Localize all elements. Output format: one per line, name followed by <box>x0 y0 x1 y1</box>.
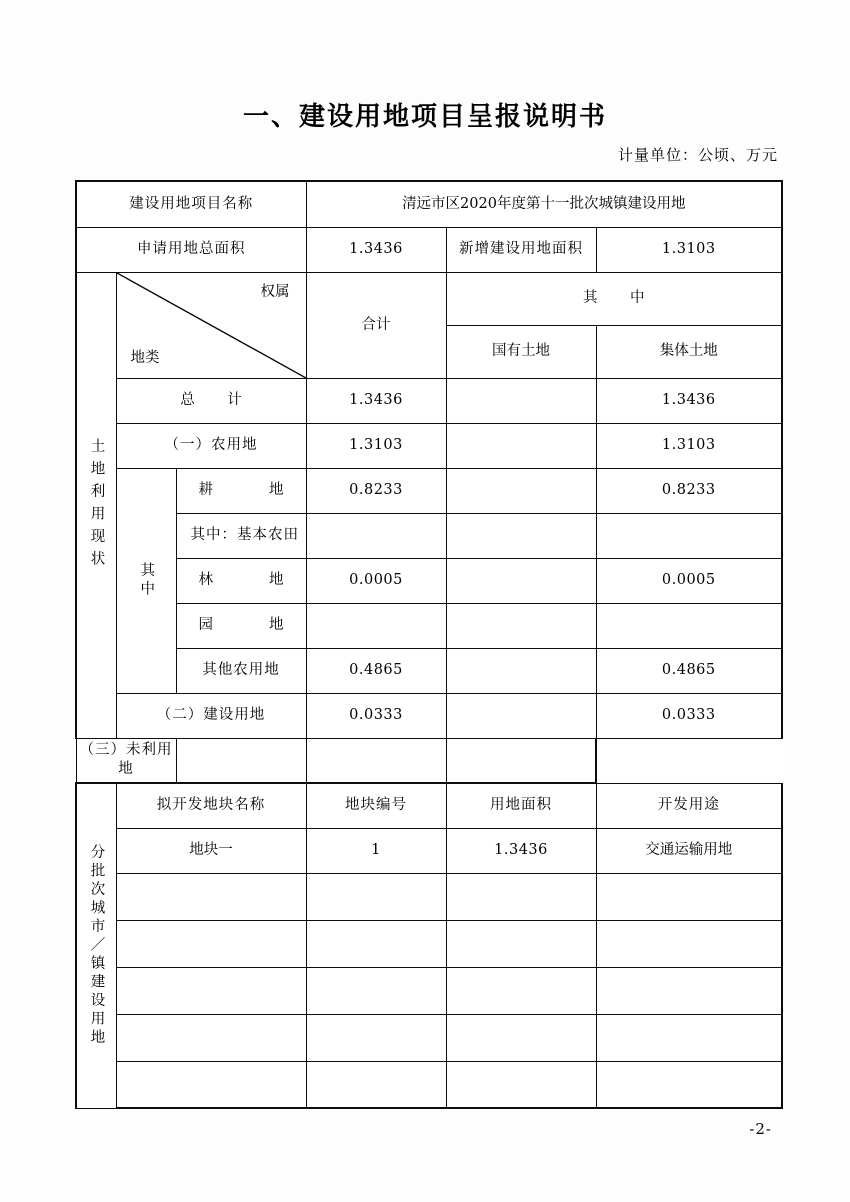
project-name-label: 建设用地项目名称 <box>76 181 306 227</box>
parcel-code: 1 <box>306 828 446 873</box>
table-row <box>76 738 782 783</box>
parcel-header-area: 用地面积 <box>446 783 596 828</box>
row-state-owned <box>446 423 596 468</box>
total-area-label: 申请用地总面积 <box>76 227 306 272</box>
row-total: 1.3436 <box>306 378 446 423</box>
row-label: 林 地 <box>176 558 306 603</box>
parcel-code <box>306 967 446 1014</box>
table-row-parcel <box>76 967 782 1014</box>
project-name-value: 清远市区2020年度第十一批次城镇建设用地 <box>306 181 782 227</box>
parcel-area <box>446 873 596 920</box>
new-construction-area-value: 1.3103 <box>596 227 782 272</box>
parcel-code <box>306 1014 446 1061</box>
row-label: （二）建设用地 <box>116 693 306 738</box>
row-total: 1.3103 <box>306 423 446 468</box>
diagonal-header-cell <box>116 272 306 378</box>
diagonal-label-ownership: 权属 <box>260 283 290 300</box>
parcel-use <box>596 920 782 967</box>
row-total <box>306 603 446 648</box>
parcel-name <box>116 1014 306 1061</box>
table-row-parcel <box>76 873 782 920</box>
row-collective <box>596 513 782 558</box>
row-state-owned <box>446 558 596 603</box>
table-row-parcel <box>76 920 782 967</box>
diagonal-label-landtype: 地类 <box>130 349 160 366</box>
column-header-total: 合计 <box>306 272 446 378</box>
parcel-use <box>596 1014 782 1061</box>
parcel-area <box>446 967 596 1014</box>
side-label-batch-construction-land-text: 分批次城市／镇建设用地 <box>88 844 105 1048</box>
column-header-group: 其 中 <box>446 272 782 325</box>
parcel-area <box>446 1014 596 1061</box>
table-row-project-name <box>76 181 782 227</box>
parcel-code <box>306 1061 446 1108</box>
row-state-owned <box>446 468 596 513</box>
row-total: 0.4865 <box>306 648 446 693</box>
row-total: 0.0333 <box>306 693 446 738</box>
table-row <box>76 378 782 423</box>
table-row-column-headers-top <box>76 272 782 325</box>
parcel-name <box>116 920 306 967</box>
row-state-owned <box>446 378 596 423</box>
parcel-header-code: 地块编号 <box>306 783 446 828</box>
row-state-owned <box>446 603 596 648</box>
column-header-state-owned: 国有土地 <box>446 325 596 378</box>
side-label-sub-group-text: 其中 <box>138 562 155 599</box>
parcel-name <box>116 1061 306 1108</box>
row-state-owned <box>446 648 596 693</box>
row-total: 0.8233 <box>306 468 446 513</box>
row-collective <box>446 738 596 783</box>
row-total: 0.0005 <box>306 558 446 603</box>
side-label-sub-group <box>116 468 176 693</box>
measurement-unit-note: 计量单位：公顷、万元 <box>617 146 778 164</box>
table-row-parcel-headers <box>76 783 782 828</box>
parcel-use <box>596 873 782 920</box>
table-row-parcel <box>76 828 782 873</box>
side-label-batch-construction-land <box>76 783 116 1108</box>
side-label-land-use-status-text: 土地利用现状 <box>88 437 105 573</box>
table-row-parcel <box>76 1014 782 1061</box>
row-state-owned <box>446 513 596 558</box>
row-state-owned <box>446 693 596 738</box>
parcel-area <box>446 920 596 967</box>
row-collective: 0.0333 <box>596 693 782 738</box>
row-collective: 0.4865 <box>596 648 782 693</box>
table-row-areas <box>76 227 782 272</box>
parcel-header-name: 拟开发地块名称 <box>116 783 306 828</box>
parcel-use: 交通运输用地 <box>596 828 782 873</box>
parcel-name: 地块一 <box>116 828 306 873</box>
parcel-area: 1.3436 <box>446 828 596 873</box>
row-label: 其他农用地 <box>176 648 306 693</box>
parcel-area <box>446 1061 596 1108</box>
parcel-name <box>116 967 306 1014</box>
land-use-application-table <box>75 180 783 1109</box>
parcel-use <box>596 967 782 1014</box>
table-row <box>76 558 782 603</box>
row-label: （一）农用地 <box>116 423 306 468</box>
table-row <box>76 693 782 738</box>
table-row <box>76 423 782 468</box>
row-total <box>176 738 306 783</box>
row-label: 园 地 <box>176 603 306 648</box>
parcel-code <box>306 920 446 967</box>
column-header-collective: 集体土地 <box>596 325 782 378</box>
parcel-code <box>306 873 446 920</box>
row-label: 其中：基本农田 <box>176 513 306 558</box>
row-label: 总 计 <box>116 378 306 423</box>
row-collective: 1.3103 <box>596 423 782 468</box>
table-row <box>76 468 782 513</box>
row-collective: 1.3436 <box>596 378 782 423</box>
side-label-land-use-status <box>76 272 116 738</box>
row-collective: 0.8233 <box>596 468 782 513</box>
page-number: -2- <box>749 1120 772 1138</box>
parcel-header-use: 开发用途 <box>596 783 782 828</box>
row-state-owned <box>306 738 446 783</box>
parcel-name <box>116 873 306 920</box>
total-area-value: 1.3436 <box>306 227 446 272</box>
row-label: 耕 地 <box>176 468 306 513</box>
table-row <box>76 513 782 558</box>
table-row <box>76 603 782 648</box>
row-total <box>306 513 446 558</box>
page-title: 一、建设用地项目呈报说明书 <box>242 102 607 132</box>
row-collective <box>596 603 782 648</box>
new-construction-area-label: 新增建设用地面积 <box>446 227 596 272</box>
parcel-use <box>596 1061 782 1108</box>
table-row-parcel <box>76 1061 782 1108</box>
row-collective: 0.0005 <box>596 558 782 603</box>
table-row <box>76 648 782 693</box>
row-label: （三）未利用地 <box>76 738 176 783</box>
